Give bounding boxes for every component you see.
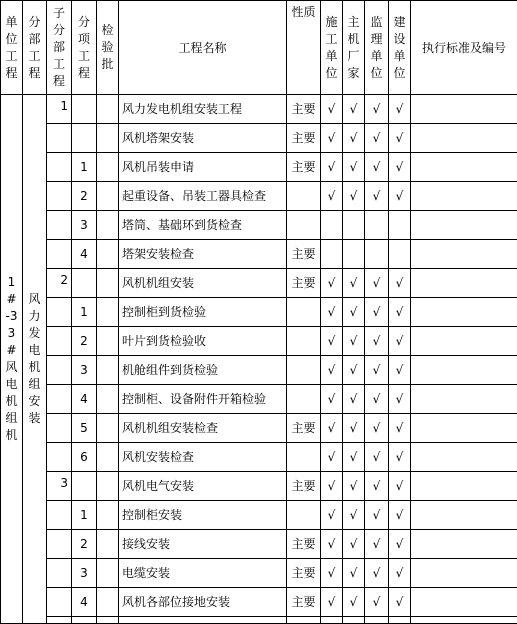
nature-cell: 主要	[287, 124, 321, 153]
standard-cell	[411, 414, 517, 443]
supervision-unit-check: √	[365, 356, 389, 385]
nature-cell: 主要	[287, 95, 321, 124]
project-name-cell: 风机吊装申请	[119, 153, 287, 182]
standard-cell	[411, 559, 517, 588]
nature-cell	[287, 298, 321, 327]
construction-unit-check: √	[321, 588, 343, 617]
nature-cell: 主要	[287, 269, 321, 298]
construction-unit-check: √	[321, 385, 343, 414]
manufacturer-check: √	[343, 501, 365, 530]
manufacturer-check: √	[343, 269, 365, 298]
manufacturer-check	[343, 240, 365, 269]
item-number-cell: 2	[72, 530, 97, 559]
empty-cell	[72, 617, 97, 624]
empty-cell	[97, 617, 119, 624]
subdivision-number-cell: 2	[47, 269, 72, 298]
owner-unit-check: √	[389, 530, 411, 559]
item-number-cell: 1	[72, 153, 97, 182]
item-number-cell	[72, 95, 97, 124]
item-number-cell: 3	[72, 559, 97, 588]
subdivision-number-cell	[47, 356, 72, 385]
construction-unit-check: √	[321, 530, 343, 559]
table-row	[1, 240, 517, 269]
header-construction-unit: 施工单位	[321, 1, 343, 95]
construction-unit-check: √	[321, 501, 343, 530]
inspection-batch-cell	[97, 472, 119, 501]
header-subdivision: 子分部工程	[47, 1, 72, 95]
standard-cell	[411, 472, 517, 501]
table-row	[1, 95, 517, 124]
subdivision-number-cell	[47, 182, 72, 211]
table-row	[1, 211, 517, 240]
project-name-cell: 起重设备、吊装工器具检查	[119, 182, 287, 211]
owner-unit-check: √	[389, 472, 411, 501]
inspection-batch-cell	[97, 501, 119, 530]
supervision-unit-check: √	[365, 182, 389, 211]
supervision-unit-check: √	[365, 588, 389, 617]
header-item: 分项工程	[72, 1, 97, 95]
item-number-cell	[72, 269, 97, 298]
project-name-cell: 电缆安装	[119, 559, 287, 588]
standard-cell	[411, 385, 517, 414]
manufacturer-check: √	[343, 385, 365, 414]
table-row	[1, 298, 517, 327]
table-row	[1, 385, 517, 414]
nature-cell	[287, 501, 321, 530]
supervision-unit-check: √	[365, 530, 389, 559]
standard-cell	[411, 530, 517, 559]
manufacturer-check	[343, 211, 365, 240]
construction-unit-check: √	[321, 327, 343, 356]
nature-cell: 主要	[287, 472, 321, 501]
construction-unit-check: √	[321, 559, 343, 588]
empty-cell	[119, 617, 287, 624]
inspection-batch-cell	[97, 559, 119, 588]
nature-cell	[287, 385, 321, 414]
standard-cell	[411, 182, 517, 211]
manufacturer-check: √	[343, 298, 365, 327]
project-name-cell: 塔架安装检查	[119, 240, 287, 269]
standard-cell	[411, 240, 517, 269]
header-nature: 性质	[287, 1, 321, 95]
nature-cell	[287, 356, 321, 385]
empty-cell	[411, 617, 517, 624]
project-name-cell: 风机安装检查	[119, 443, 287, 472]
subdivision-number-cell	[47, 501, 72, 530]
supervision-unit-check: √	[365, 153, 389, 182]
project-name-cell: 风机电气安装	[119, 472, 287, 501]
inspection-batch-cell	[97, 356, 119, 385]
subdivision-number-cell	[47, 414, 72, 443]
subdivision-number-cell	[47, 588, 72, 617]
inspection-batch-cell	[97, 298, 119, 327]
supervision-unit-check: √	[365, 124, 389, 153]
subdivision-number-cell	[47, 153, 72, 182]
standard-cell	[411, 501, 517, 530]
item-number-cell: 4	[72, 240, 97, 269]
inspection-batch-cell	[97, 124, 119, 153]
standard-cell	[411, 153, 517, 182]
manufacturer-check: √	[343, 153, 365, 182]
empty-cell	[47, 617, 72, 624]
manufacturer-check: √	[343, 443, 365, 472]
standard-cell	[411, 356, 517, 385]
supervision-unit-check: √	[365, 501, 389, 530]
inspection-batch-cell	[97, 182, 119, 211]
item-number-cell: 5	[72, 414, 97, 443]
header-unit: 单位工程	[1, 1, 23, 95]
project-name-cell: 控制柜到货检验	[119, 298, 287, 327]
nature-cell: 主要	[287, 530, 321, 559]
table-row-partial	[1, 617, 517, 624]
subdivision-number-cell	[47, 327, 72, 356]
supervision-unit-check	[365, 211, 389, 240]
project-name-cell: 机舱组件到货检验	[119, 356, 287, 385]
construction-unit-check: √	[321, 153, 343, 182]
construction-unit-check	[321, 211, 343, 240]
empty-cell	[343, 617, 365, 624]
table-row	[1, 472, 517, 501]
manufacturer-check: √	[343, 124, 365, 153]
table-row	[1, 182, 517, 211]
project-name-cell: 叶片到货检验收	[119, 327, 287, 356]
owner-unit-check	[389, 240, 411, 269]
header-manufacturer: 主机厂家	[343, 1, 365, 95]
construction-unit-check: √	[321, 298, 343, 327]
nature-cell: 主要	[287, 153, 321, 182]
manufacturer-check: √	[343, 472, 365, 501]
nature-cell: 主要	[287, 414, 321, 443]
nature-cell: 主要	[287, 240, 321, 269]
project-name-cell: 风机塔架安装	[119, 124, 287, 153]
manufacturer-check: √	[343, 414, 365, 443]
header-standard: 执行标准及编号	[411, 1, 517, 95]
nature-cell	[287, 443, 321, 472]
standard-cell	[411, 327, 517, 356]
item-number-cell	[72, 124, 97, 153]
division-name-cell: 风力发电机组安装	[23, 95, 47, 624]
table-row	[1, 501, 517, 530]
subdivision-number-cell	[47, 211, 72, 240]
owner-unit-check: √	[389, 414, 411, 443]
table-row	[1, 530, 517, 559]
subdivision-number-cell	[47, 385, 72, 414]
owner-unit-check	[389, 211, 411, 240]
supervision-unit-check: √	[365, 414, 389, 443]
inspection-batch-cell	[97, 95, 119, 124]
inspection-batch-cell	[97, 414, 119, 443]
item-number-cell: 2	[72, 182, 97, 211]
owner-unit-check: √	[389, 327, 411, 356]
empty-cell	[365, 617, 389, 624]
supervision-unit-check: √	[365, 327, 389, 356]
header-inspection-batch: 检验批	[97, 1, 119, 95]
construction-unit-check: √	[321, 414, 343, 443]
table-row	[1, 124, 517, 153]
supervision-unit-check	[365, 240, 389, 269]
header-project-name: 工程名称	[119, 1, 287, 95]
nature-cell	[287, 327, 321, 356]
nature-cell	[287, 182, 321, 211]
unit-name-cell: 1#-33#风电机组机	[1, 95, 23, 624]
inspection-batch-cell	[97, 385, 119, 414]
project-name-cell: 风机各部位接地安装	[119, 588, 287, 617]
item-number-cell: 3	[72, 211, 97, 240]
construction-unit-check: √	[321, 95, 343, 124]
owner-unit-check: √	[389, 182, 411, 211]
manufacturer-check: √	[343, 182, 365, 211]
header-supervision-unit: 监理单位	[365, 1, 389, 95]
standard-cell	[411, 95, 517, 124]
item-number-cell: 4	[72, 588, 97, 617]
item-number-cell	[72, 472, 97, 501]
table-row	[1, 443, 517, 472]
inspection-batch-cell	[97, 327, 119, 356]
item-number-cell: 4	[72, 385, 97, 414]
inspection-batch-cell	[97, 240, 119, 269]
project-name-cell: 接线安装	[119, 530, 287, 559]
manufacturer-check: √	[343, 530, 365, 559]
project-name-cell: 风力发电机组安装工程	[119, 95, 287, 124]
standard-cell	[411, 443, 517, 472]
supervision-unit-check: √	[365, 385, 389, 414]
project-name-cell: 控制柜、设备附件开箱检验	[119, 385, 287, 414]
table-row	[1, 327, 517, 356]
subdivision-number-cell	[47, 530, 72, 559]
header-owner-unit: 建设单位	[389, 1, 411, 95]
construction-unit-check: √	[321, 472, 343, 501]
header-division: 分部工程	[23, 1, 47, 95]
project-name-cell: 控制柜安装	[119, 501, 287, 530]
owner-unit-check: √	[389, 153, 411, 182]
item-number-cell: 3	[72, 356, 97, 385]
supervision-unit-check: √	[365, 269, 389, 298]
item-number-cell: 1	[72, 298, 97, 327]
owner-unit-check: √	[389, 269, 411, 298]
standard-cell	[411, 269, 517, 298]
table-row	[1, 414, 517, 443]
owner-unit-check: √	[389, 95, 411, 124]
standard-cell	[411, 211, 517, 240]
item-number-cell: 2	[72, 327, 97, 356]
owner-unit-check: √	[389, 443, 411, 472]
owner-unit-check: √	[389, 588, 411, 617]
owner-unit-check: √	[389, 559, 411, 588]
table-row	[1, 269, 517, 298]
nature-cell	[287, 211, 321, 240]
manufacturer-check: √	[343, 588, 365, 617]
owner-unit-check: √	[389, 356, 411, 385]
item-number-cell: 6	[72, 443, 97, 472]
subdivision-number-cell	[47, 240, 72, 269]
empty-cell	[389, 617, 411, 624]
table-row	[1, 588, 517, 617]
subdivision-number-cell	[47, 443, 72, 472]
nature-cell: 主要	[287, 588, 321, 617]
manufacturer-check: √	[343, 559, 365, 588]
construction-unit-check: √	[321, 356, 343, 385]
supervision-unit-check: √	[365, 559, 389, 588]
nature-cell: 主要	[287, 559, 321, 588]
standard-cell	[411, 124, 517, 153]
table-row	[1, 153, 517, 182]
inspection-batch-cell	[97, 269, 119, 298]
manufacturer-check: √	[343, 327, 365, 356]
item-number-cell: 1	[72, 501, 97, 530]
supervision-unit-check: √	[365, 298, 389, 327]
empty-cell	[287, 617, 321, 624]
subdivision-number-cell	[47, 559, 72, 588]
construction-unit-check: √	[321, 443, 343, 472]
construction-unit-check: √	[321, 124, 343, 153]
construction-unit-check	[321, 240, 343, 269]
empty-cell	[321, 617, 343, 624]
manufacturer-check: √	[343, 356, 365, 385]
inspection-batch-cell	[97, 153, 119, 182]
owner-unit-check: √	[389, 385, 411, 414]
subdivision-number-cell: 3	[47, 472, 72, 501]
subdivision-number-cell	[47, 124, 72, 153]
supervision-unit-check: √	[365, 443, 389, 472]
standard-cell	[411, 588, 517, 617]
project-name-cell: 风机机组安装	[119, 269, 287, 298]
construction-unit-check: √	[321, 182, 343, 211]
table-row	[1, 356, 517, 385]
supervision-unit-check: √	[365, 95, 389, 124]
supervision-unit-check: √	[365, 472, 389, 501]
owner-unit-check: √	[389, 298, 411, 327]
owner-unit-check: √	[389, 501, 411, 530]
header-row	[1, 1, 517, 95]
subdivision-number-cell	[47, 298, 72, 327]
standard-cell	[411, 298, 517, 327]
subdivision-number-cell: 1	[47, 95, 72, 124]
inspection-batch-cell	[97, 211, 119, 240]
inspection-batch-cell	[97, 443, 119, 472]
table-row	[1, 559, 517, 588]
project-name-cell: 风机机组安装检查	[119, 414, 287, 443]
construction-unit-check: √	[321, 269, 343, 298]
inspection-batch-cell	[97, 530, 119, 559]
manufacturer-check: √	[343, 95, 365, 124]
owner-unit-check: √	[389, 124, 411, 153]
inspection-batch-cell	[97, 588, 119, 617]
project-name-cell: 塔筒、基础环到货检查	[119, 211, 287, 240]
